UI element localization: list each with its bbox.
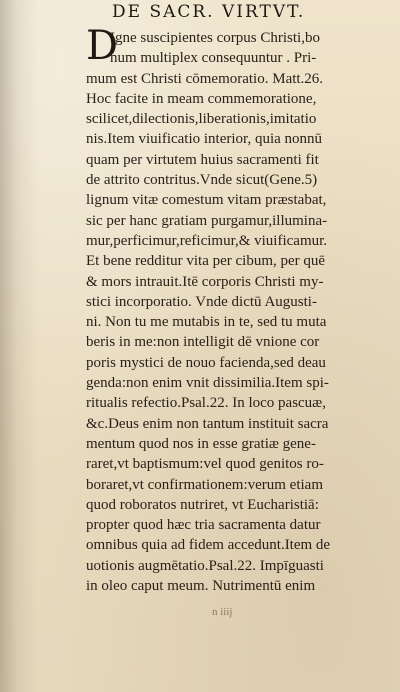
text-line: nis.Item viuificatio interior, quia nonnū xyxy=(86,131,323,148)
text-line: &c.Deus enim non tantum instituit sacra xyxy=(86,415,329,432)
text-line: mentum quod nos in esse gratiæ gene- xyxy=(86,435,316,452)
text-line: lignum vitæ comestum vitam præstabat, xyxy=(86,192,327,209)
text-line: de attrito contritus.Vnde sicut(Gene.5) xyxy=(86,172,318,189)
text-line: poris mystici de nouo facienda,sed deau xyxy=(86,354,326,371)
text-line: in oleo caput meum. Nutrimentū enim xyxy=(86,578,316,595)
text-line: raret,vt baptismum:vel quod genitos ro- xyxy=(86,456,324,473)
text-line: uotionis augmētatio.Psal.22. Impīguasti xyxy=(86,557,324,574)
text-line: stici incorporatio. Vnde dictū Augusti- xyxy=(86,293,317,310)
text-line: quam per virtutem huius sacramenti fit xyxy=(86,151,319,168)
text-line: mur,perficimur,reficimur,& viuificamur. xyxy=(86,232,328,249)
text-line: genda:non enim vnit dissimilia.Item spi- xyxy=(86,375,329,392)
text-line: quod roboratos nutriret, vt Eucharistiā: xyxy=(86,496,319,513)
text-line: ritualis refectio.Psal.22. In loco pascuæ, xyxy=(86,395,326,412)
text-line: mum est Christi cōmemoratio. Matt.26. xyxy=(86,70,324,87)
text-line: Igne suscipientes corpus Christi,bo xyxy=(110,30,320,46)
text-block xyxy=(86,23,386,596)
text-line: omnibus quia ad fidem accedunt.Item de xyxy=(86,537,331,554)
signature-mark: n iiij xyxy=(212,606,233,618)
text-line: boraret,vt confirmationem:verum etiam xyxy=(86,476,323,493)
running-head: DE SACR. VIRTVT. xyxy=(112,2,306,22)
text-line: & mors intrauit.Itē corporis Christi my- xyxy=(86,273,324,290)
text-line: ni. Non tu me mutabis in te, sed tu muta xyxy=(86,314,327,331)
binding-gutter-shadow xyxy=(0,0,38,692)
text-line: scilicet,dilectionis,liberationis,imitatio xyxy=(86,111,317,128)
text-line: propter quod hæc tria sacramenta datur xyxy=(86,517,321,534)
text-line: Hoc facite in meam commemoratione, xyxy=(86,90,317,107)
drop-cap: D xyxy=(86,23,119,69)
text-line: sic per hanc gratiam purgamur,illumina- xyxy=(86,212,328,229)
text-line: Et bene redditur vita per cibum, per quē xyxy=(86,253,326,270)
text-line: num multiplex consequuntur . Pri- xyxy=(110,50,317,67)
text-line: beris in me:non intelligit dē vnione cor xyxy=(86,334,320,351)
